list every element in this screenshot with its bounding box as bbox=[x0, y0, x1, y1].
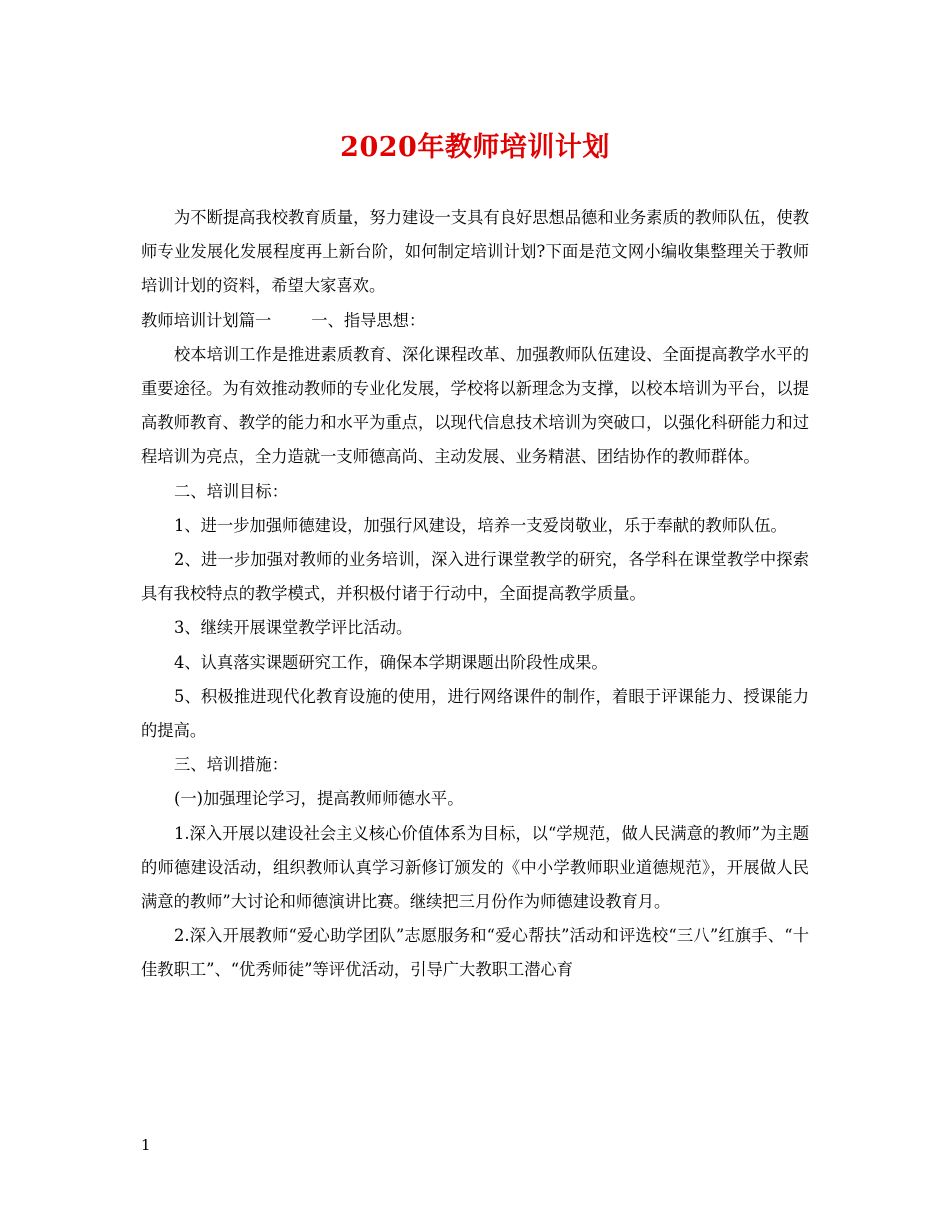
goal-item-3: 3、继续开展课堂教学评比活动。 bbox=[174, 618, 413, 638]
measure-item-1: 1.深入开展以建设社会主义核心价值体系为目标，以“学规范，做人民满意的教师”为主题的师德建设活动，组织教师认真学习新修订颁发的《中小学教师职业道德规范》，开展做人民满意的教师”大讨论和师德演讲比赛。继续把三月份作为师德建设教育月。 bbox=[141, 823, 809, 912]
section-heading-measures: 三、培训措施： bbox=[174, 755, 288, 775]
section-heading-guiding-thought: 一、指导思想： bbox=[311, 310, 426, 330]
goal-item-5: 5、积极推进现代化教育设施的使用，进行网络课件的制作，着眼于评课能力、授课能力的提高。 bbox=[141, 686, 809, 741]
goal-item-4: 4、认真落实课题研究工作，确保本学期课题出阶段性成果。 bbox=[174, 652, 608, 672]
measure-item-2: 2.深入开展教师“爱心助学团队”志愿服务和“爱心帮扶”活动和评选校“三八”红旗手、“十佳教职工”、“优秀师徒”等评优活动，引导广大教职工潜心育 bbox=[141, 926, 809, 980]
document-body bbox=[141, 201, 809, 988]
plan-part-label: 教师培训计划篇一 bbox=[141, 310, 272, 330]
document-title: 2020年教师培训计划 bbox=[340, 132, 610, 163]
section-heading-line bbox=[141, 304, 809, 338]
measure-subheading-1: (一)加强理论学习，提高教师师德水平。 bbox=[174, 789, 464, 809]
page-number: 1 bbox=[141, 1136, 151, 1154]
section-heading-goals: 二、培训目标： bbox=[174, 481, 288, 501]
goal-item-2: 2、进一步加强对教师的业务培训，深入进行课堂教学的研究，各学科在课堂教学中探索具有我校特点的教学模式，并积极付诸于行动中，全面提高教学质量。 bbox=[141, 550, 809, 604]
intro-paragraph: 为不断提高我校教育质量，努力建设一支具有良好思想品德和业务素质的教师队伍，使教师专业发展化发展程度再上新台阶，如何制定培训计划?下面是范文网小编收集整理关于教师培训计划的资料，希望大家喜欢。 bbox=[141, 208, 809, 296]
goal-item-1: 1、进一步加强师德建设，加强行风建设，培养一支爱岗敬业，乐于奉献的教师队伍。 bbox=[174, 515, 787, 535]
guiding-thought-paragraph: 校本培训工作是推进素质教育、深化课程改革、加强教师队伍建设、全面提高教学水平的重要途径。为有效推动教师的专业化发展，学校将以新理念为支撑，以校本培训为平台，以提高教师教育、教学的能力和水平为重点，以现代信息技术培训为突破口，以强化科研能力和过程培训为亮点，全力造就一支师德高尚、主动发展、业务精湛、团结协作的教师群体。 bbox=[141, 344, 809, 467]
